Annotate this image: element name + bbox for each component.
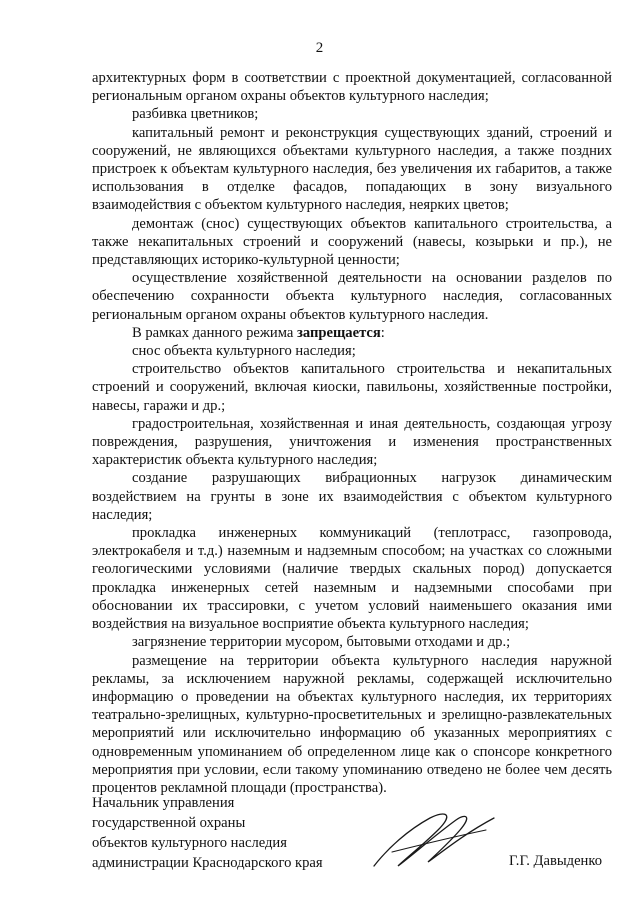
signature-block [92, 793, 323, 873]
paragraph: создание разрушающих вибрационных нагрузок динамическим воздействием на грунты в зоне их взаимодействия с объектом культурного наследия; [92, 470, 612, 523]
heading-bold-word: запрещается [297, 324, 381, 341]
paragraph: капитальный ремонт и реконструкция существующих зданий, строений и сооружений, не являющихся объектами культурного наследия, а также поздних пристроек к объектам культурного наследия, без увеличения их габаритов, а также использования в отделке фасадов, попадающих в зону визуального взаимодействия с объектом культурного наследия, неярких цветов; [92, 124, 612, 214]
signer-title-line: государственной охраны [92, 815, 246, 831]
page-number: 2 [315, 40, 324, 56]
signer-title-line: Начальник управления [92, 795, 235, 811]
heading-text: В рамках данного режима [132, 324, 297, 341]
paragraph: размещение на территории объекта культурного наследия наружной рекламы, за исключением наружной рекламы, содержащей исключительно информацию о проведении на объектах культурного наследия, их территориях театрально-зрелищных, культурно-просветительных и зрелищно-развлекательных мероприятий или исключительно информацию об указанных мероприятиях с одновременным упоминанием об определенном лице как о спонсоре конкретного мероприятия при условии, если такому упоминанию отведено не более чем десять процентов рекламной площади (пространства). [92, 652, 612, 796]
paragraph: разбивка цветников; [132, 106, 259, 123]
paragraph: осуществление хозяйственной деятельности на основании разделов по обеспечению сохранности объекта культурного наследия, согласованных региональным органом охраны объектов культурного наследия. [92, 270, 612, 323]
prohibited-heading [92, 324, 612, 342]
handwritten-signature [368, 800, 508, 880]
paragraph: градостроительная, хозяйственная и иная деятельность, создающая угрозу повреждения, разрушения, уничтожения и изменения пространственных характеристик объекта культурного наследия; [92, 415, 612, 469]
signer-title-line: администрации Краснодарского края [92, 855, 323, 871]
paragraph: демонтаж (снос) существующих объектов капитального строительства, а также некапитальных строений и сооружений (навесы, козырьки и пр.), не представляющих историко-культурной ценности; [92, 215, 612, 269]
signer-name: Г.Г. Давыденко [509, 853, 603, 869]
paragraph: прокладка инженерных коммуникаций (теплотрасс, газопровода, электрокабеля и т.д.) наземным и надземным способом; на участках со сложными геологическими условиями (наличие твердых скальных пород) допускается прокладка инженерных сетей наземным и надземными способами при обосновании их трассировки, с учетом условий наименьшего оказания ими воздействия на визуальное восприятие объекта культурного наследия; [92, 525, 612, 633]
paragraph: загрязнение территории мусором, бытовыми отходами и др.; [132, 634, 511, 651]
document-body [92, 69, 612, 797]
paragraph: архитектурных форм в соответствии с проектной документацией, согласованной региональным органом охраны объектов культурного наследия; [92, 70, 612, 105]
paragraph: строительство объектов капитального строительства и некапитальных строений и сооружений, включая киоски, павильоны, хозяйственные постройки, навесы, гаражи и др.; [92, 361, 612, 414]
signer-title-line: объектов культурного наследия [92, 835, 287, 851]
paragraph: снос объекта культурного наследия; [132, 343, 356, 360]
heading-tail: : [380, 324, 385, 341]
